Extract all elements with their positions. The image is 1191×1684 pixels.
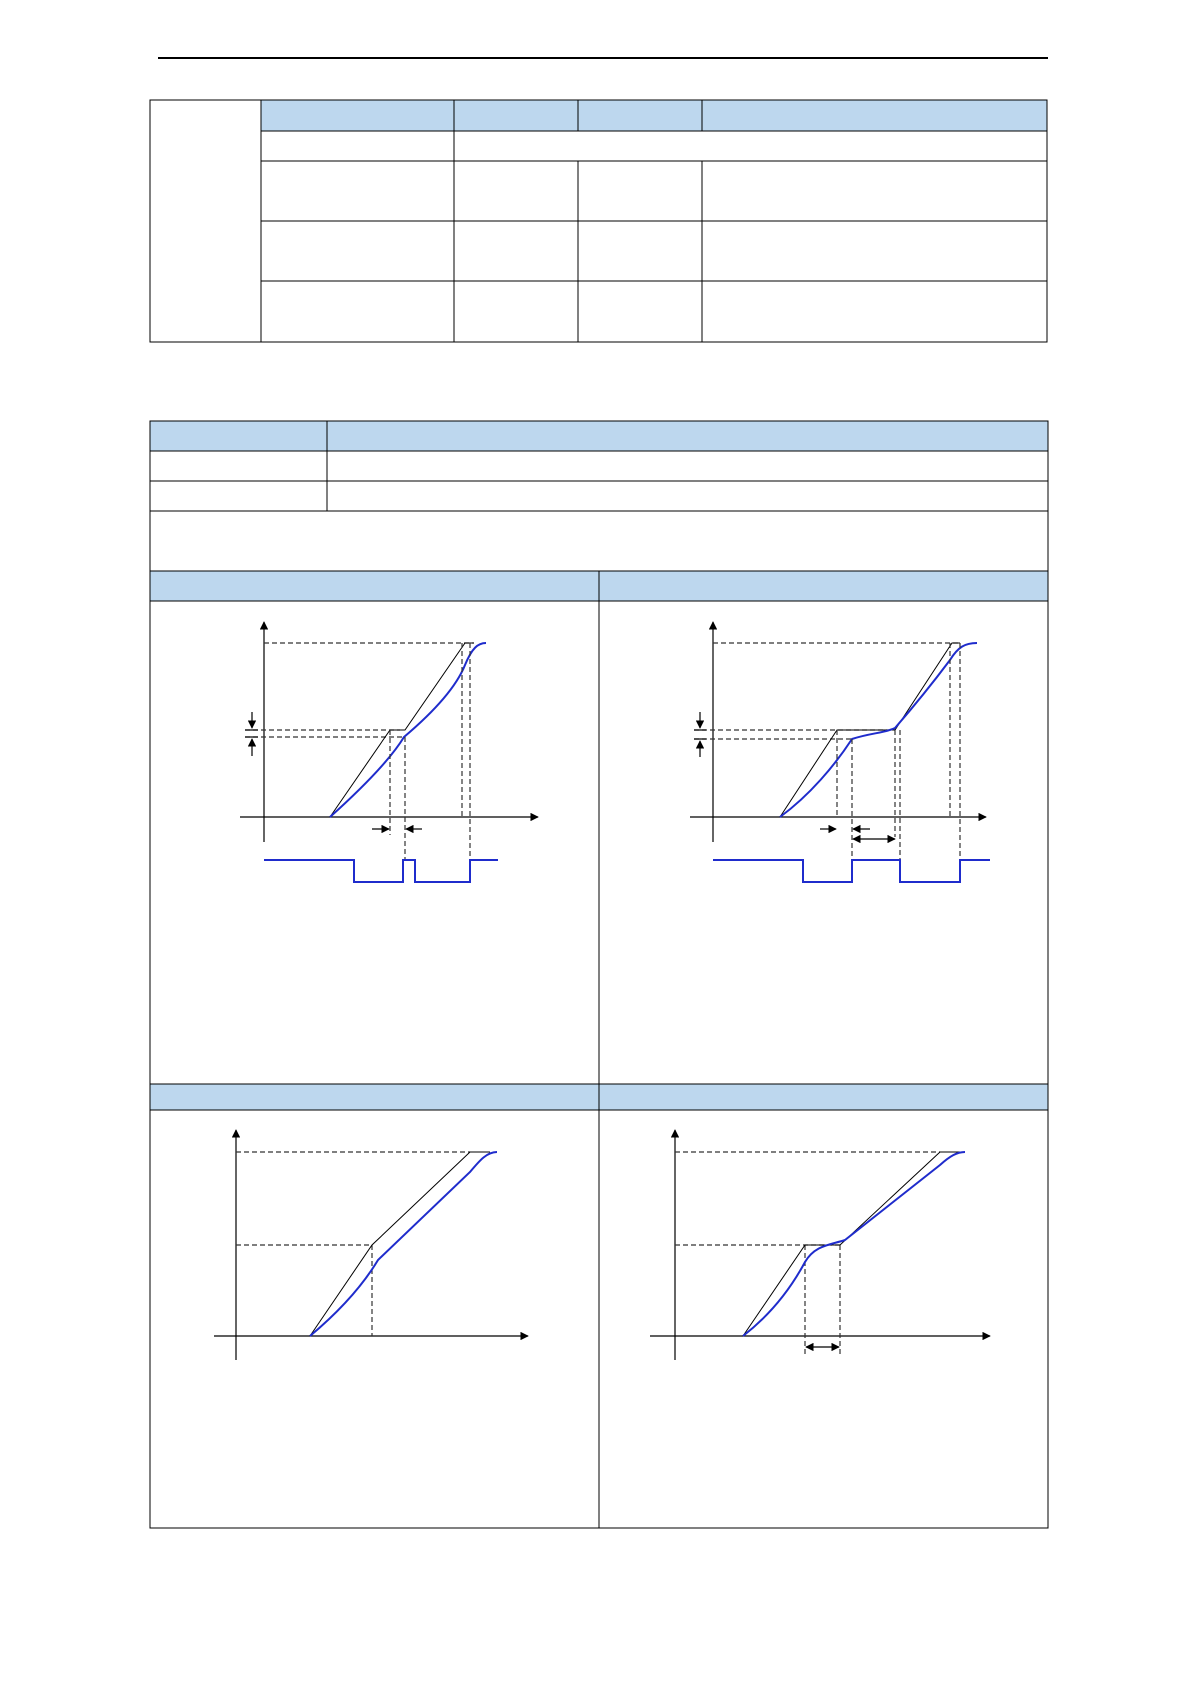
table2-header-fill <box>150 421 1048 451</box>
signal-pulse <box>713 860 990 882</box>
feedback-curve <box>743 1152 965 1336</box>
table-2 <box>150 421 1048 1528</box>
feedback-curve <box>310 1152 497 1336</box>
diagram-2 <box>690 622 990 882</box>
signal-pulse <box>264 860 498 882</box>
diagram-3 <box>214 1130 528 1360</box>
table1-header-fill <box>261 100 1047 131</box>
panel-header-fill-3 <box>150 1084 599 1110</box>
panel-header-fill-4 <box>599 1084 1048 1110</box>
diagram-4 <box>650 1130 990 1360</box>
diagram-1 <box>240 622 538 882</box>
table-1 <box>150 100 1047 342</box>
command-line <box>743 1152 960 1336</box>
panel-header-fill-1 <box>150 571 599 601</box>
panel-header-fill-2 <box>599 571 1048 601</box>
